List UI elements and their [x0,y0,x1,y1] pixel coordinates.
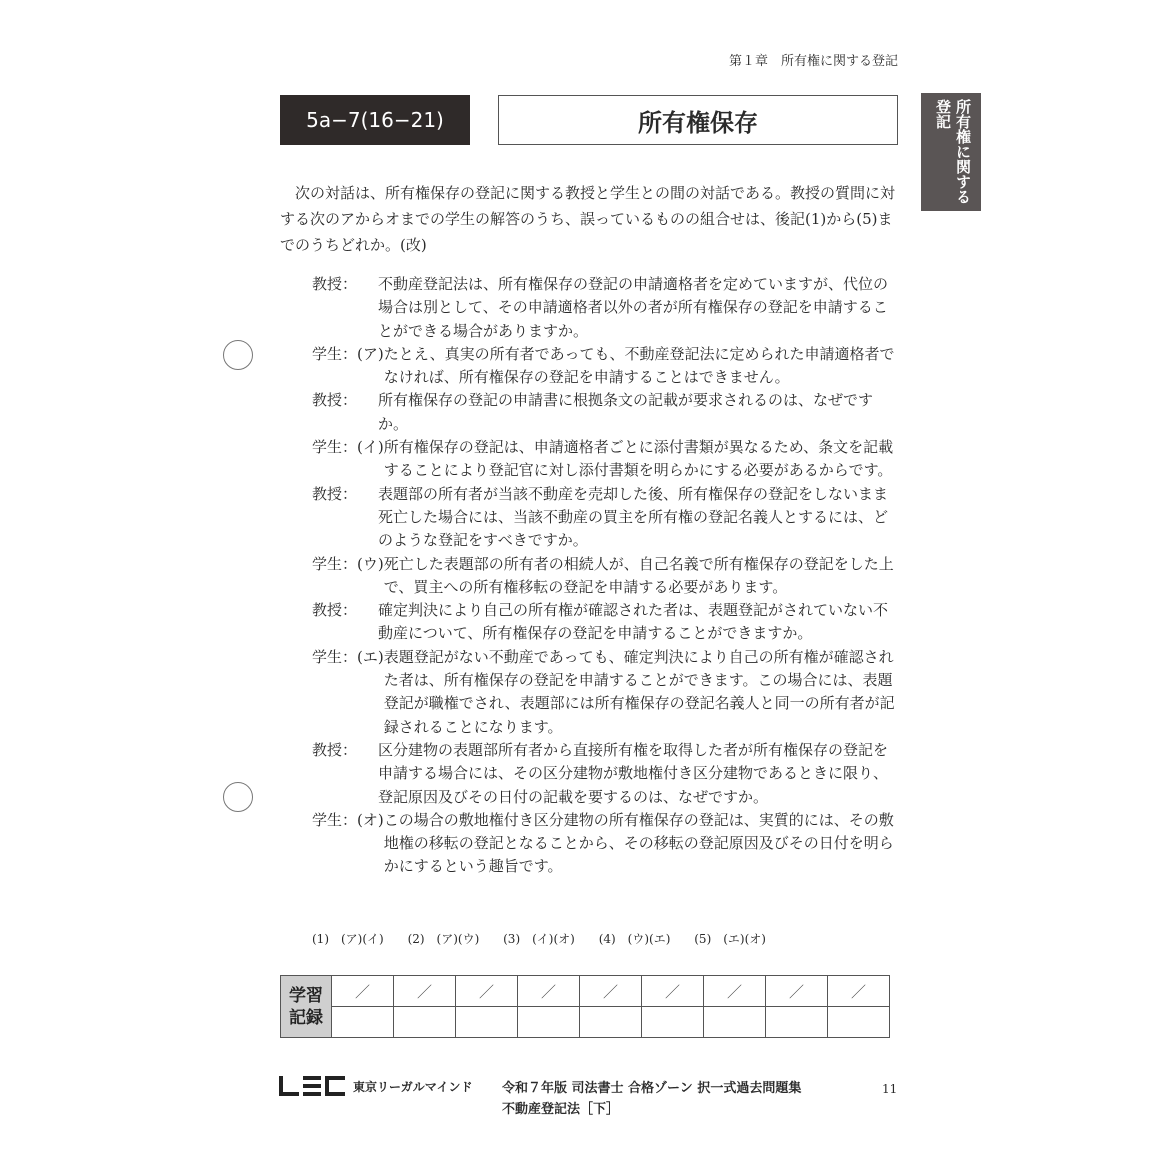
intro-text: 次の対話は、所有権保存の登記に関する教授と学生との間の対話である。教授の質問に対する次のアからオまでの学生の解答のうち、誤っているものの組合せは、後記(1)から(5)までのうちどれか。(改) [280,184,896,254]
speaker: 学生：(ア) [312,344,384,363]
dialogue-line [312,646,902,739]
dialogue-line [312,343,902,390]
speaker: 教授： [312,484,358,503]
speaker: 教授： [312,740,358,759]
choice: (5) (エ)(オ) [694,932,766,946]
dialogue-line [312,389,902,436]
result-slot[interactable] [580,1007,642,1038]
speaker: 教授： [312,601,358,620]
date-slot[interactable]: ／ [518,976,580,1007]
utterance: 所有権保存の登記の申請書に根拠条文の記載が要求されるのは、なぜですか。 [378,391,874,433]
label-bottom: 記録 [289,1007,323,1028]
problem-code: 5a−7(16−21) [280,95,470,145]
dialogue-line [312,483,902,553]
result-slot[interactable] [704,1007,766,1038]
utterance: 確定判決により自己の所有権が確認された者は、表題登記がされていない不動産について、所有権保存の登記を申請することができますか。 [378,601,889,643]
date-slot[interactable]: ／ [332,976,394,1007]
binder-hole [223,782,253,812]
speaker: 学生：(イ) [312,438,384,457]
result-slot[interactable] [332,1007,394,1038]
label-top: 学習 [289,985,323,1006]
speaker: 教授： [312,275,358,293]
result-slot[interactable] [394,1007,456,1038]
choice: (4) (ウ)(エ) [598,932,671,946]
date-slot[interactable]: ／ [828,976,890,1007]
dialogue-line [312,739,902,809]
utterance: この場合の敷地権付き区分建物の所有権保存の登記は、実質的には、その敷地権の移転の登記となることから、その移転の登記原因及びその日付を明らかにするという趣旨です。 [383,810,894,876]
speaker: 学生：(オ) [312,810,384,829]
problem-title: 所有権保存 [498,95,898,145]
choice: (2) (ア)(ウ) [407,932,480,946]
study-record-label [281,976,332,1038]
speaker: 教授： [312,391,358,410]
utterance: 不動産登記法は、所有権保存の登記の申請適格者を定めていますが、代位の場合は別として、その申請適格者以外の者が所有権保存の登記を申請することができる場合がありますか。 [378,275,889,340]
study-record-table [280,975,890,1038]
publisher-name: 東京リーガルマインド [353,1080,473,1094]
binder-hole [223,340,253,370]
choice: (3) (イ)(オ) [503,932,575,946]
dialogue-line [312,273,902,343]
side-tab: 所有権に関する登記 [921,93,981,211]
result-slot[interactable] [828,1007,890,1038]
utterance: 所有権保存の登記は、申請適格者ごとに添付書類が異なるため、条文を記載することにより登記官に対し添付書類を明らかにする必要があるからです。 [383,438,894,480]
answer-choices [312,930,786,947]
book-title: 令和７年版 司法書士 合格ゾーン 択一式過去問題集 [502,1081,802,1096]
dialogue-line [312,436,902,483]
lec-logo [279,1076,351,1096]
dialogue [312,273,902,879]
dialogue-line [312,809,902,879]
result-slot[interactable] [766,1007,828,1038]
utterance: 表題部の所有者が当該不動産を売却した後、所有権保存の登記をしないまま死亡した場合には、当該不動産の買主を所有権の登記名義人とするには、どのような登記をすべきですか。 [378,484,889,550]
date-slot[interactable]: ／ [456,976,518,1007]
page-number: 11 [882,1082,898,1096]
book-subtitle: 不動産登記法［下］ [502,1102,620,1117]
date-slot[interactable]: ／ [704,976,766,1007]
speaker: 学生：(ウ) [312,554,384,573]
choice: (1) (ア)(イ) [312,932,384,946]
chapter-header: 第１章 所有権に関する登記 [728,54,898,69]
date-slot[interactable]: ／ [766,976,828,1007]
dialogue-line [312,553,902,600]
result-slot[interactable] [456,1007,518,1038]
date-slot[interactable]: ／ [394,976,456,1007]
speaker: 学生：(エ) [312,647,384,666]
result-slot[interactable] [642,1007,704,1038]
dialogue-line [312,599,902,646]
utterance: たとえ、真実の所有者であっても、不動産登記法に定められた申請適格者でなければ、所有権保存の登記を申請することはできません。 [383,344,895,387]
utterance: 死亡した表題部の所有者の相続人が、自己名義で所有権保存の登記をした上で、買主への所有権移転の登記を申請する必要があります。 [383,554,894,596]
utterance: 表題登記がない不動産であっても、確定判決により自己の所有権が確認された者は、所有権保存の登記を申請することができます。この場合には、表題登記が職権でされ、表題部には所有権保存の登記名義人と同一の所有者が記録されることになります。 [383,647,895,736]
result-slot[interactable] [518,1007,580,1038]
date-slot[interactable]: ／ [580,976,642,1007]
date-slot[interactable]: ／ [642,976,704,1007]
utterance: 区分建物の表題部所有者から直接所有権を取得した者が所有権保存の登記を申請する場合には、その区分建物が敷地権付き区分建物であるときに限り、登記原因及びその日付の記載を要するのは、なぜですか。 [378,740,889,806]
question-intro [280,180,902,258]
